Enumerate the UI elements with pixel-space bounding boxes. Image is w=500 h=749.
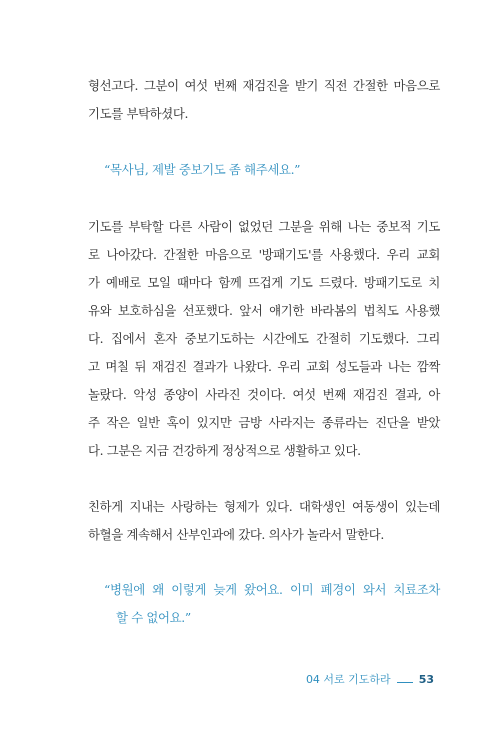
- text-line: 로 나아갔다. 간절한 마음으로 '방패기도'를 사용했다. 우리 교회: [88, 247, 440, 262]
- quote-line: 할 수 없어요.”: [116, 610, 191, 625]
- text-line: 친하게 지내는 사랑하는 형제가 있다. 대학생인 여동생이 있는데: [88, 499, 440, 514]
- chapter-title: 04 서로 기도하라: [305, 673, 391, 686]
- page-footer: [306, 671, 434, 687]
- text-line: 기도를 부탁하셨다.: [88, 106, 189, 121]
- text-line: 형선고다. 그분이 여섯 번째 재검진을 받기 직전 간절한 마음으로: [88, 78, 440, 93]
- text-line: 고 며칠 뒤 재검진 결과가 나왔다. 우리 교회 성도들과 나는 깜짝: [88, 359, 440, 374]
- body-paragraph: [88, 493, 440, 549]
- text-line: 가 예배로 모일 때마다 함께 뜨겁게 기도 드렸다. 방패기도로 치: [88, 275, 440, 290]
- text-line: 기도를 부탁할 다른 사람이 없었던 그분을 위해 나는 중보적 기도: [88, 219, 440, 234]
- quote-block: [104, 576, 440, 632]
- quote-line: “목사님, 제발 중보기도 좀 해주세요.”: [104, 162, 301, 177]
- text-line: 놀랐다. 악성 종양이 사라진 것이다. 여섯 번째 재검진 결과, 아: [88, 387, 440, 402]
- quote-block: [104, 156, 434, 184]
- body-paragraph: [88, 213, 440, 465]
- footer-divider: [397, 682, 413, 683]
- text-line: 다. 그분은 지금 건강하게 정상적으로 생활하고 있다.: [88, 443, 361, 458]
- page-number: 53: [418, 672, 434, 686]
- text-line: 유와 보호하심을 선포했다. 앞서 얘기한 바라봄의 법칙도 사용했: [88, 303, 440, 318]
- text-line: 다. 집에서 혼자 중보기도하는 시간에도 간절히 기도했다. 그리: [88, 331, 440, 346]
- quote-line: “병원에 왜 이렇게 늦게 왔어요. 이미 폐경이 와서 치료조차: [104, 582, 440, 597]
- text-line: 주 작은 일반 혹이 있지만 금방 사라지는 종류라는 진단을 받았: [88, 415, 440, 430]
- body-paragraph: [88, 72, 440, 128]
- text-line: 하혈을 계속해서 산부인과에 갔다. 의사가 놀라서 말한다.: [88, 527, 384, 542]
